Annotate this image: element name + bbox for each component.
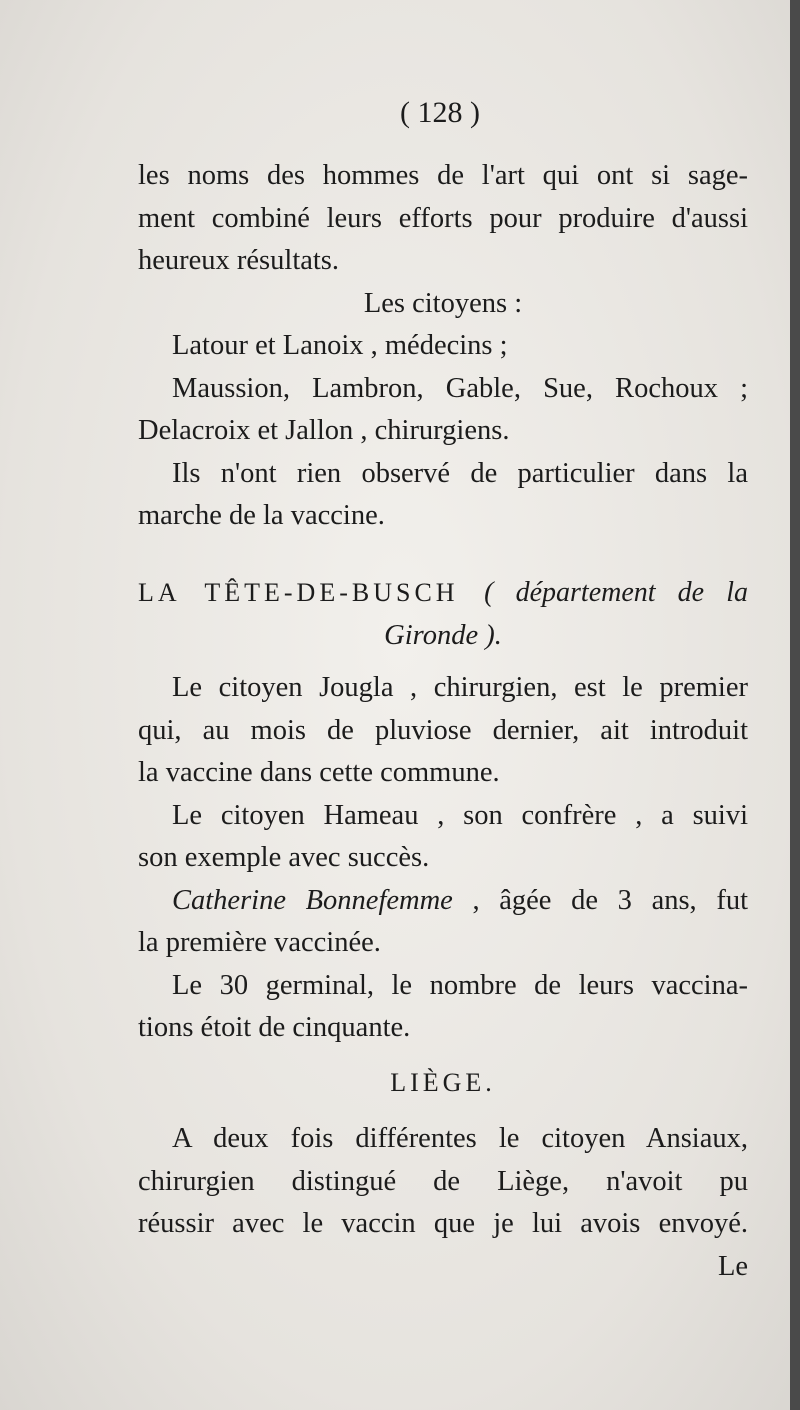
catchword: Le xyxy=(717,1250,748,1282)
body-text xyxy=(138,1118,748,1288)
text-line: tions étoit de cinquante. xyxy=(138,1012,411,1043)
italic-name: Catherine Bonnefemme xyxy=(172,884,453,916)
text-line: Delacroix et Jallon , chirurgiens. xyxy=(138,415,510,446)
body-text xyxy=(138,155,748,538)
text-line: heureux résultats. xyxy=(138,245,340,276)
text-line: Le 30 germinal, le nombre de leurs vaccina- xyxy=(172,969,748,1001)
heading-subtitle-continued: Gironde ). xyxy=(384,619,502,651)
body-text xyxy=(138,667,748,1050)
text-line: la vaccine dans cette commune. xyxy=(138,757,500,788)
page-edge-shadow xyxy=(790,0,800,1410)
text-line: Maussion, Lambron, Gable, Sue, Rochoux ; xyxy=(172,372,748,404)
text-line: son exemple avec succès. xyxy=(138,842,430,873)
text-line: ment combiné leurs efforts pour produire d'aussi xyxy=(138,202,748,234)
heading-title: LA TÊTE-DE-BUSCH xyxy=(138,578,459,607)
text-line: la première vaccinée. xyxy=(138,927,381,958)
text-line: chirurgien distingué de Liège, n'avoit pu xyxy=(138,1165,748,1197)
heading-subtitle: ( département de la xyxy=(484,577,748,608)
text-line: Les citoyens : xyxy=(363,287,523,319)
section-heading-liege xyxy=(138,1062,748,1105)
section-heading-tete-de-busch xyxy=(138,572,748,657)
text-line: qui, au mois de pluviose dernier, ait introduit xyxy=(138,714,748,746)
text-line: A deux fois différentes le citoyen Ansiaux, xyxy=(172,1123,748,1154)
text-line: réussir avec le vaccin que je lui avois envoyé. xyxy=(138,1208,748,1239)
text-fragment: , âgée de 3 ans, fut xyxy=(472,884,748,916)
section-heading-line: LIÈGE. xyxy=(390,1068,496,1097)
text-line: Le citoyen Jougla , chirurgien, est le premier xyxy=(172,672,748,703)
text-line xyxy=(138,880,748,923)
text-line: Latour et Lanoix , médecins ; xyxy=(172,330,508,361)
section-heading-line xyxy=(138,572,748,615)
text-line: Ils n'ont rien observé de particulier dans la xyxy=(172,457,748,489)
text-line: marche de la vaccine. xyxy=(138,500,385,531)
text-line: les noms des hommes de l'art qui ont si sage- xyxy=(138,160,748,191)
page-number: ( 128 ) xyxy=(400,96,480,129)
text-line: Le citoyen Hameau , son confrère , a suivi xyxy=(172,799,748,831)
